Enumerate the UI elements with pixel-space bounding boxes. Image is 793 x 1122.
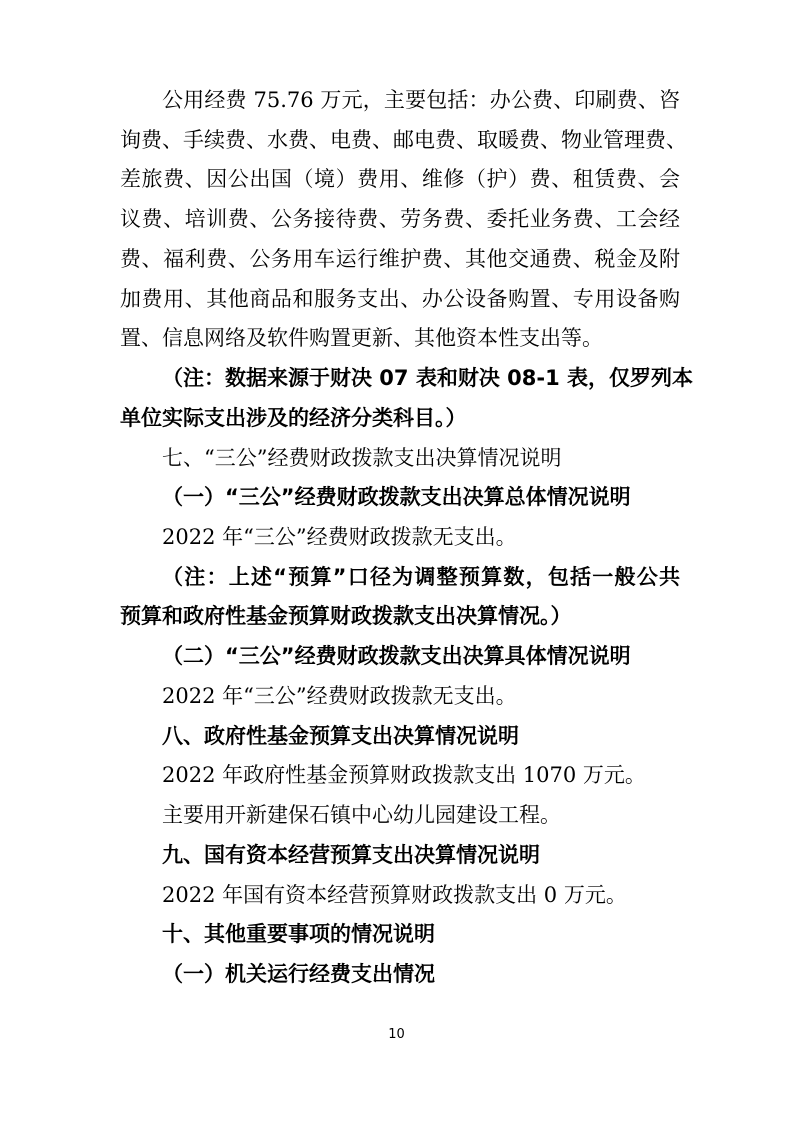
section-heading-7: 七、“三公”经费财政拨款支出决算情况说明 (162, 446, 562, 470)
paragraph-line: 2022 年政府性基金预算财政拨款支出 1070 万元。 (162, 763, 646, 787)
paragraph-line: 置、信息网络及软件购置更新、其他资本性支出等。 (120, 326, 603, 350)
section-heading-9: 九、国有资本经营预算支出决算情况说明 (162, 843, 540, 867)
note-line: 预算和政府性基金预算财政拨款支出决算情况。） (120, 604, 572, 628)
paragraph-line: 2022 年国有资本经营预算财政拨款支出 0 万元。 (162, 883, 627, 907)
note-line: （注：上述“预算”口径为调整预算数，包括一般公共 (162, 565, 680, 589)
section-heading-10: 十、其他重要事项的情况说明 (162, 922, 435, 946)
paragraph-line: 费、福利费、公务用车运行维护费、其他交通费、税金及附 (120, 247, 680, 271)
paragraph-line: 差旅费、因公出国（境）费用、维修（护）费、租赁费、会 (120, 167, 680, 191)
paragraph-line: 询费、手续费、水费、电费、邮电费、取暖费、物业管理费、 (120, 128, 687, 152)
paragraph-line: 2022 年“三公”经费财政拨款无支出。 (162, 684, 517, 708)
paragraph-line: 公用经费 75.76 万元，主要包括：办公费、印刷费、咨 (162, 88, 680, 112)
note-line: （注：数据来源于财决 07 表和财决 08-1 表，仅罗列本 (162, 366, 694, 390)
note-line: 单位实际支出涉及的经济分类科目。） (120, 406, 467, 430)
paragraph-line: 加费用、其他商品和服务支出、办公设备购置、专用设备购 (120, 287, 680, 311)
paragraph-line: 2022 年“三公”经费财政拨款无支出。 (162, 525, 517, 549)
section-heading-8: 八、政府性基金预算支出决算情况说明 (162, 724, 519, 748)
paragraph-line: 主要用开新建保石镇中心幼儿园建设工程。 (162, 803, 561, 827)
page-number: 10 (388, 1027, 405, 1042)
paragraph-line: 议费、培训费、公务接待费、劳务费、委托业务费、工会经 (120, 207, 680, 231)
subsection-heading-7-2: （二）“三公”经费财政拨款支出决算具体情况说明 (162, 644, 631, 668)
subsection-heading-10-1: （一）机关运行经费支出情况 (162, 962, 435, 986)
subsection-heading-7-1: （一）“三公”经费财政拨款支出决算总体情况说明 (162, 485, 631, 509)
